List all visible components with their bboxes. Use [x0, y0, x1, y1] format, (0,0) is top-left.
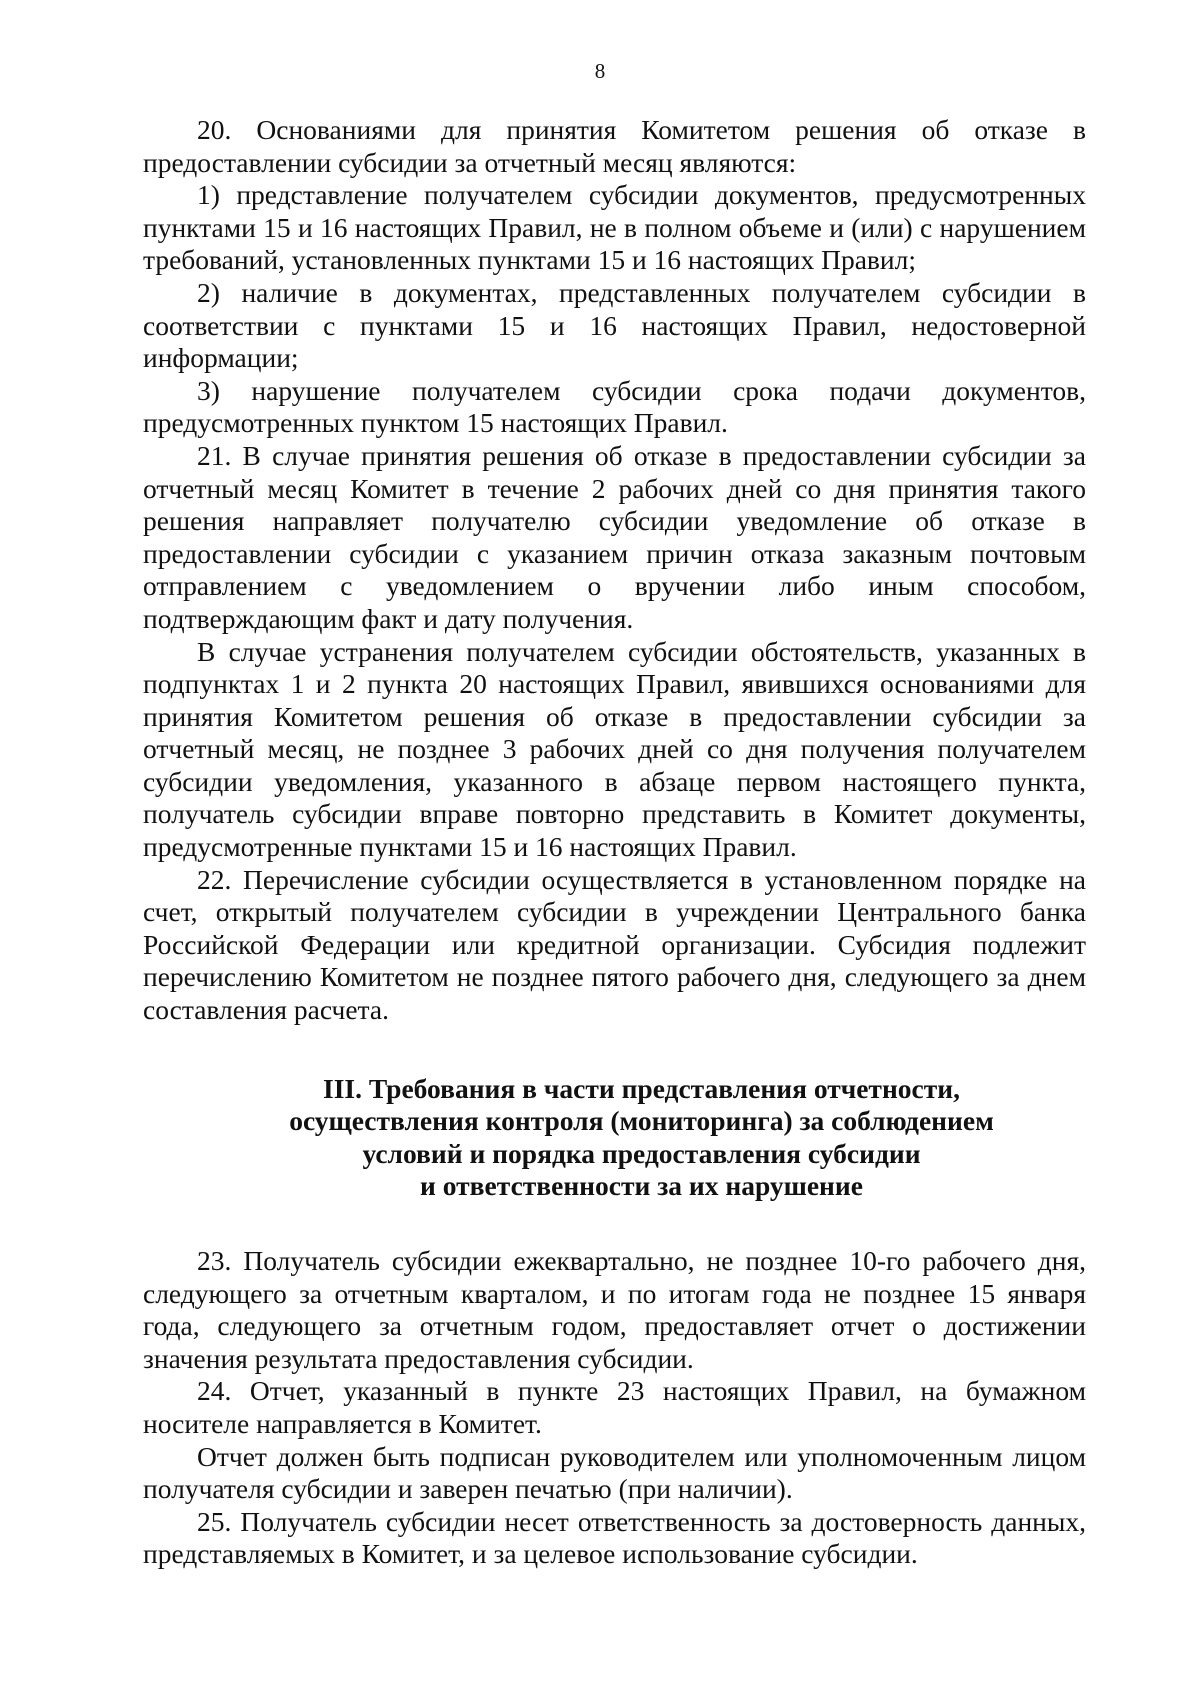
section-heading-line: осуществления контроля (мониторинга) за соблюдением — [289, 1105, 994, 1137]
document-body — [143, 114, 1086, 1571]
paragraph-20: 20. Основаниями для принятия Комитетом решения об отказе в предоставлении субсидии за отчетный месяц являются: — [143, 114, 1086, 178]
paragraph-21: 21. В случае принятия решения об отказе в предоставлении субсидии за отчетный месяц Комитет в течение 2 рабочих дней со дня принятия такого решения направляет получателю субсидии уведомление об отказе в предоставлении субсидии с указанием причин отказа заказным почтовым отправлением с уведомлением о вручении либо иным способом, подтверждающим факт и дату получения. — [143, 439, 1086, 634]
paragraph-23: 23. Получатель субсидии ежеквартально, не позднее 10-го рабочего дня, следующего за отчетным кварталом, и по итогам года не позднее 15 января года, следующего за отчетным годом, предоставляет отчет о достижении значения результата предоставления субсидии. — [143, 1245, 1086, 1374]
section-heading-line: и ответственности за их нарушение — [420, 1170, 863, 1202]
paragraph-24: 24. Отчет, указанный в пункте 23 настоящих Правил, на бумажном носителе направляется в Комитет. — [143, 1375, 1086, 1439]
paragraph-25: 25. Получатель субсидии несет ответственность за достоверность данных, представляемых в Комитет, и за целевое использование субсидии. — [143, 1505, 1086, 1570]
page-number: 8 — [594, 59, 606, 83]
paragraph-24-second: Отчет должен быть подписан руководителем или уполномоченным лицом получателя субсидии и заверен печатью (при наличии). — [143, 1440, 1086, 1505]
section-heading-line: III. Требования в части представления отчетности, — [323, 1072, 960, 1104]
section-heading — [143, 1073, 1086, 1203]
paragraph-20-item-2: 2) наличие в документах, представленных получателем субсидии в соответствии с пунктами 15 и 16 настоящих Правил, недостоверной информации; — [143, 276, 1086, 374]
paragraph-20-item-1: 1) представление получателем субсидии документов, предусмотренных пунктами 15 и 16 настоящих Правил, не в полном объеме и (или) с нарушением требований, установленных пунктами 15 и 16 настоящих Правил; — [143, 179, 1086, 276]
paragraph-22: 22. Перечисление субсидии осуществляется в установленном порядке на счет, открытый получателем субсидии в учреждении Центрального банка Российской Федерации или кредитной организации. Субсидия подлежит перечислению Комитетом не позднее пятого рабочего дня, следующего за днем составления расчета. — [143, 863, 1086, 1026]
paragraph-21-second: В случае устранения получателем субсидии обстоятельств, указанных в подпунктах 1 и 2 пункта 20 настоящих Правил, явившихся основаниями для принятия Комитетом решения об отказе в предоставлении субсидии за отчетный месяц, не позднее 3 рабочих дней со дня получения получателем субсидии уведомления, указанного в абзаце первом настоящего пункта, получатель субсидии вправе повторно представить в Комитет документы, предусмотренные пунктами 15 и 16 настоящих Правил. — [143, 635, 1086, 863]
section-heading-line: условий и порядка предоставления субсидии — [362, 1137, 921, 1169]
paragraph-20-item-3: 3) нарушение получателем субсидии срока подачи документов, предусмотренных пунктом 15 настоящих Правил. — [143, 374, 1086, 439]
